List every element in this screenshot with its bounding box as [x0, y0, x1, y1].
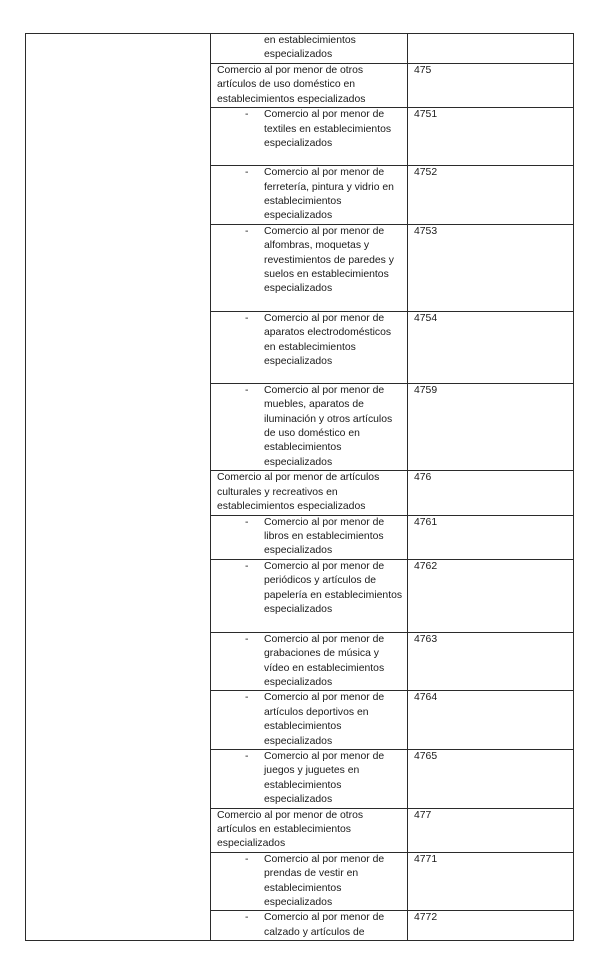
code-cell: 475: [408, 64, 574, 108]
list-dash: -: [245, 912, 249, 924]
description-cell: [211, 559, 408, 632]
description-text: Comercio al por menor de prendas de vestir en establecimientos especializados: [264, 853, 385, 909]
description-cell: [211, 471, 408, 515]
list-dash: -: [245, 109, 249, 121]
code-cell: 4765: [408, 749, 574, 808]
list-dash: -: [245, 750, 249, 762]
description-cell: [211, 166, 408, 225]
code-cell: [408, 34, 574, 64]
list-dash: -: [245, 560, 249, 572]
description-cell: [211, 515, 408, 559]
list-dash: -: [245, 692, 249, 704]
code-cell: 4759: [408, 383, 574, 470]
description-cell: [211, 749, 408, 808]
description-text: Comercio al por menor de muebles, aparatos de iluminación y otros artículos de uso doméstico en establecimientos especializados: [264, 384, 393, 468]
table-row: [26, 34, 574, 64]
description-cell: [211, 311, 408, 383]
code-cell: 4762: [408, 559, 574, 632]
description-text: Comercio al por menor de artículos deportivos en establecimientos especializados: [264, 692, 385, 747]
description-cell: [211, 852, 408, 911]
code-cell: 4772: [408, 911, 574, 941]
description-text: en establecimientos especializados: [264, 35, 356, 61]
description-cell: [211, 64, 408, 108]
code-cell: 4771: [408, 852, 574, 911]
code-cell: 4752: [408, 166, 574, 225]
description-text: Comercio al por menor de otros artículos de uso doméstico en establecimientos especializados: [217, 65, 366, 105]
description-cell: [211, 383, 408, 470]
code-cell: 4751: [408, 108, 574, 166]
description-text: Comercio al por menor de textiles en establecimientos especializados: [264, 109, 392, 150]
code-cell: 4763: [408, 632, 574, 691]
description-cell: [211, 108, 408, 166]
description-cell: [211, 808, 408, 852]
code-cell: 4754: [408, 311, 574, 383]
description-text: Comercio al por menor de calzado y artículos de: [264, 912, 385, 938]
description-text: Comercio al por menor de libros en establecimientos especializados: [264, 516, 385, 557]
description-text: Comercio al por menor de otros artículos en establecimientos especializados: [217, 809, 364, 850]
list-dash: -: [245, 384, 249, 396]
code-cell: 4753: [408, 224, 574, 311]
description-text: Comercio al por menor de alfombras, moquetas y revestimientos de paredes y suelos en establecimientos especializados: [264, 225, 394, 295]
description-cell: [211, 691, 408, 750]
code-cell: 477: [408, 808, 574, 852]
code-cell: 4764: [408, 691, 574, 750]
description-text: Comercio al por menor de artículos culturales y recreativos en establecimientos especializados: [217, 472, 380, 513]
classification-table: [25, 33, 574, 941]
description-text: Comercio al por menor de ferretería, pintura y vidrio en establecimientos especializados: [264, 167, 394, 222]
description-text: Comercio al por menor de periódicos y artículos de papelería en establecimientos especializados: [264, 560, 403, 615]
description-cell: [211, 224, 408, 311]
list-dash: -: [245, 853, 249, 865]
list-dash: -: [245, 312, 249, 324]
empty-left-column: [26, 34, 211, 941]
list-dash: -: [245, 633, 249, 645]
description-text: Comercio al por menor de aparatos electrodomésticos en establecimientos especializados: [264, 312, 392, 368]
list-dash: -: [245, 225, 249, 237]
list-dash: -: [245, 167, 249, 179]
description-text: Comercio al por menor de juegos y juguetes en establecimientos especializados: [264, 750, 385, 806]
description-text: Comercio al por menor de grabaciones de música y vídeo en establecimientos especializados: [264, 633, 385, 688]
description-cell: [211, 34, 408, 64]
list-dash: -: [245, 516, 249, 528]
code-cell: 4761: [408, 515, 574, 559]
code-cell: 476: [408, 471, 574, 515]
description-cell: [211, 632, 408, 691]
description-cell: [211, 911, 408, 941]
